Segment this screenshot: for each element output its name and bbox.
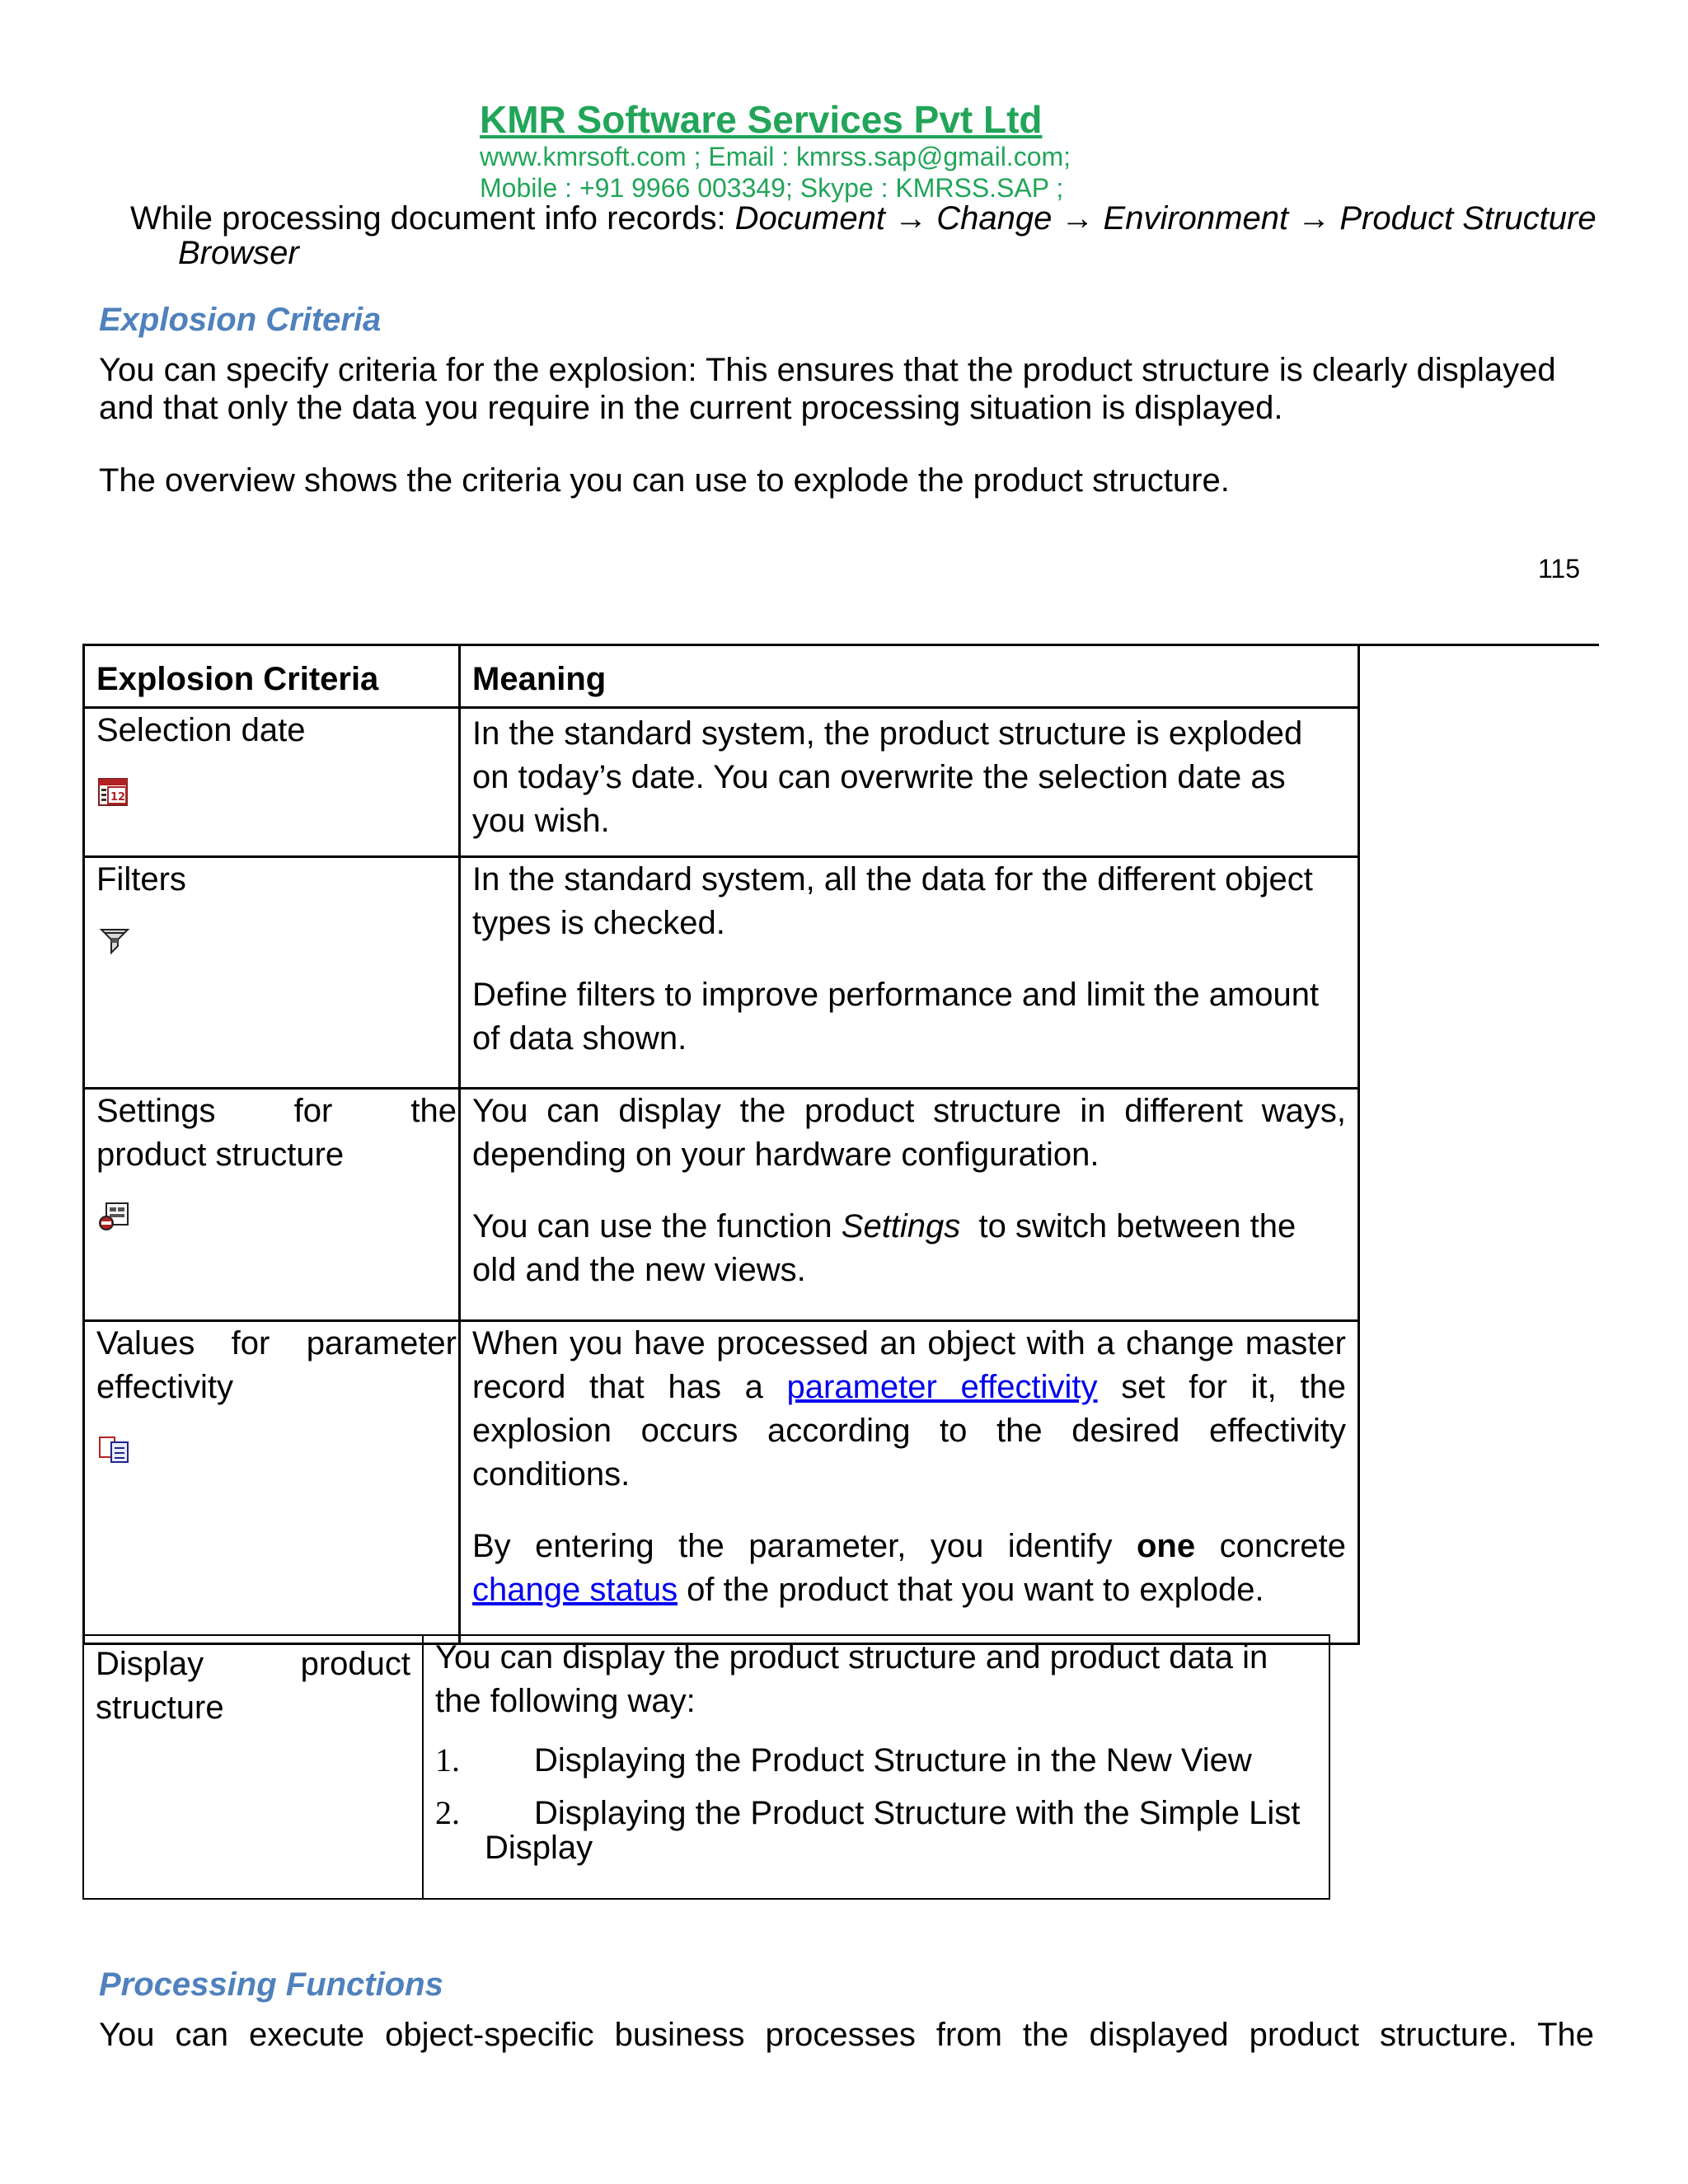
meaning-emphasis: one [1137, 1528, 1196, 1564]
explosion-criteria-table [82, 644, 1360, 1645]
meaning-text-post: set for it, the explosion occurs according to the desired effectivity conditions. [472, 1369, 1346, 1493]
criteria-label-line2: structure [96, 1690, 224, 1726]
display-intro-text: You can display the product structure and product data in the following way: [435, 1639, 1268, 1719]
column-header-meaning: Meaning [460, 645, 1359, 708]
meaning-text: In the standard system, all the data for the different object types is checked. [472, 861, 1313, 941]
section-heading-explosion-criteria: Explosion Criteria [99, 302, 382, 338]
meaning-text [472, 1205, 1346, 1292]
meaning-cell [460, 857, 1359, 1089]
company-name: KMR Software Services Pvt Ltd [480, 98, 1043, 141]
svg-text:12: 12 [110, 791, 126, 804]
meaning-text [472, 1525, 1346, 1612]
column-header-criteria: Explosion Criteria [84, 645, 460, 708]
display-product-structure-table [82, 1634, 1330, 1900]
display-options-list [435, 1743, 1317, 1865]
meaning-text: You can display the product structure in different ways, depending on your hardware configuration. [472, 1093, 1346, 1173]
criteria-cell [83, 1635, 423, 1899]
criteria-label: Filters [96, 861, 186, 898]
meaning-text: Define filters to improve performance and limit the amount of data shown. [472, 977, 1320, 1057]
criteria-cell [84, 1321, 460, 1644]
explosion-overview-paragraph: The overview shows the criteria you can use to explode the product structure. [99, 462, 1230, 499]
parameter-values-icon [96, 1432, 133, 1465]
list-item-text: Displaying the Product Structure with the Simple List [534, 1795, 1301, 1831]
table-row [84, 708, 1359, 857]
explosion-intro-paragraph: You can specify criteria for the explosion: This ensures that the product structure is clearly displayed and that only the data you require in the current processing situation is displayed. [99, 352, 1556, 426]
change-status-link[interactable]: change status [472, 1572, 678, 1608]
meaning-text: In the standard system, the product structure is exploded on today’s date. You can overwrite the selection date as you wish. [472, 715, 1303, 839]
contact-line-mobile-skype: Mobile : +91 9966 003349; Skype : KMRSS.SAP ; [480, 173, 1064, 203]
meaning-cell [460, 1321, 1359, 1644]
table-row [84, 1321, 1359, 1644]
calendar-icon [96, 776, 133, 808]
list-item-text: Displaying the Product Structure in the New View [534, 1742, 1252, 1779]
table-row [84, 1089, 1359, 1321]
table-row [83, 1635, 1329, 1899]
criteria-cell [84, 1089, 460, 1321]
meaning-text-mid: concrete [1195, 1528, 1346, 1564]
meaning-cell [423, 1635, 1329, 1899]
meaning-text-post: to switch between the old and the new views. [472, 1208, 1306, 1288]
meaning-cell [460, 708, 1359, 857]
processing-paragraph: You can execute object-specific business processes from the displayed product structure. The [99, 2017, 1594, 2053]
parameter-effectivity-link[interactable]: parameter effectivity [786, 1369, 1098, 1405]
criteria-cell [84, 857, 460, 1089]
page-number: 115 [1538, 554, 1581, 583]
criteria-label-line1: Display product [96, 1646, 410, 1682]
section-heading-processing-functions: Processing Functions [99, 1966, 443, 2003]
meaning-text-pre: By entering the parameter, you identify [472, 1528, 1137, 1564]
list-item [435, 1796, 1317, 1865]
settings-term: Settings [841, 1208, 961, 1244]
menu-path-prefix: While processing document info records: [130, 200, 735, 237]
criteria-label-line2: effectivity [96, 1369, 233, 1405]
meaning-text [472, 1322, 1346, 1497]
criteria-cell [84, 708, 460, 857]
menu-path-steps: Document → Change → Environment → Product Structure [734, 200, 1597, 237]
meaning-text-pre: You can use the function [472, 1208, 842, 1244]
table-row [84, 857, 1359, 1089]
menu-path [130, 201, 1597, 270]
contact-line-web-email: www.kmrsoft.com ; Email : kmrss.sap@gmail.com; [480, 142, 1071, 171]
criteria-label-line1: Settings for the [96, 1093, 457, 1129]
table-header-row [84, 645, 1359, 708]
list-item-number: 1. [435, 1741, 460, 1779]
criteria-label-line2: product structure [96, 1137, 345, 1173]
meaning-text-pre: When you have processed an object with a change master record that has a [472, 1325, 1346, 1405]
list-item [435, 1743, 1317, 1778]
criteria-label: Selection date [96, 712, 306, 748]
settings-icon [96, 1200, 133, 1233]
meaning-text-post: of the product that you want to explode. [678, 1572, 1264, 1608]
menu-path-continuation: Browser [178, 235, 299, 271]
meaning-cell [460, 1089, 1359, 1321]
criteria-label-line1: Values for parameter [96, 1325, 457, 1361]
list-item-number: 2. [435, 1794, 460, 1831]
filter-icon [96, 925, 133, 958]
list-item-text-continuation: Display [485, 1830, 593, 1866]
